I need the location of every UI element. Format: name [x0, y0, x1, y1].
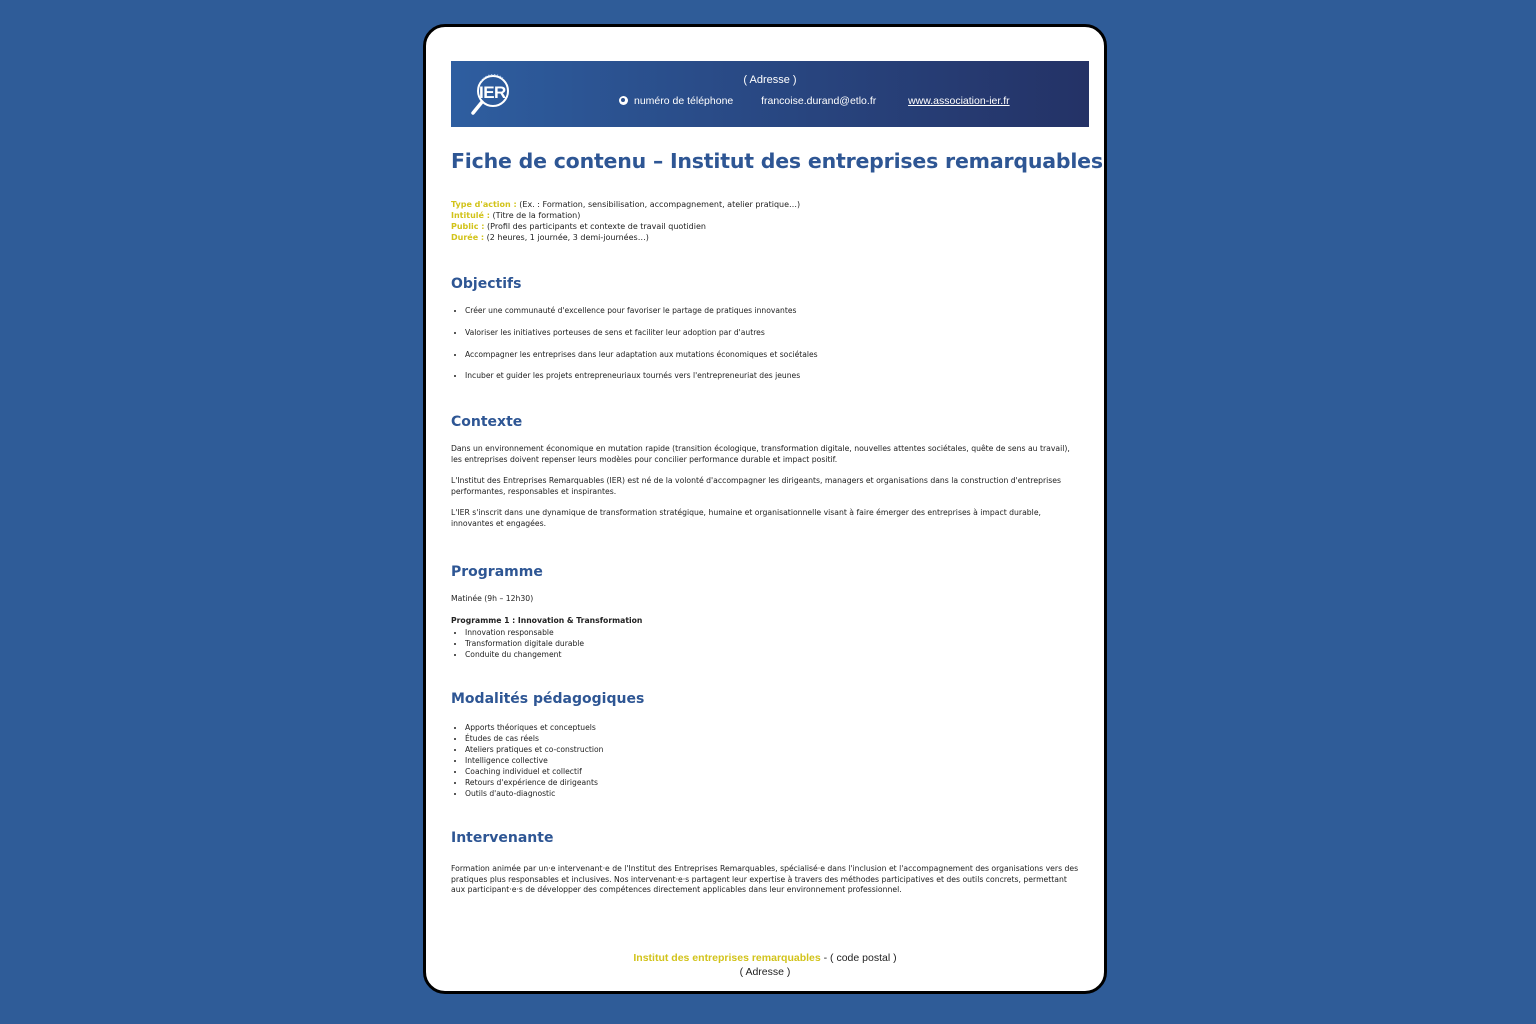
list-item: • Retours d'expérience de dirigeants [465, 777, 1071, 788]
paragraph: L'Institut des Entreprises Remarquables (IER) est né de la volonté d'accompagner les dirigeants, managers et organisations dans la construction d'entreprises performantes, responsables et inspirantes. [451, 476, 1062, 496]
list-item: • Innovation responsable [465, 627, 1071, 638]
footer-address: ( Adresse ) [739, 966, 791, 978]
paragraph: Dans un environnement économique en mutation rapide (transition écologique, transformation digitale, nouvelles attentes sociétales, quête de sens au travail), les entreprises doivent repenser leurs modèles pour concilier performance durable et impact positif. [451, 444, 1070, 464]
footer-postal: - ( code postal ) [820, 952, 897, 964]
contexte-text [451, 444, 1083, 540]
email-link[interactable]: francoise.durand@etlo.fr [761, 95, 877, 107]
paragraph: L'IER s'inscrit dans une dynamique de transformation stratégique, humaine et organisationnelle visant à faire émerger des entreprises à impact durable, innovantes et engagées. [451, 508, 1041, 528]
meta-key: Type d'action : [451, 200, 517, 209]
letterhead-banner [451, 61, 1089, 127]
phone-text: numéro de téléphone [634, 95, 734, 107]
list-item: • Incuber et guider les projets entrepreneuriaux tournés vers l'entrepreneuriat des jeunes [465, 370, 1071, 381]
page-title: Fiche de contenu – Institut des entreprises remarquables [451, 149, 1103, 173]
list-item: • Créer une communauté d'excellence pour favoriser le partage de pratiques innovantes [465, 305, 1071, 316]
footer-line-1 [426, 951, 1104, 965]
list-item: • Outils d'auto-diagnostic [465, 788, 1071, 799]
section-heading-contexte: Contexte [451, 414, 523, 430]
section-heading-modalites: Modalités pédagogiques [451, 691, 645, 707]
meta-key: Intitulé : [451, 211, 490, 220]
meta-public [451, 221, 800, 232]
list-item: • Valoriser les initiatives porteuses de sens et faciliter leur adoption par d'autres [465, 327, 1071, 338]
list-item: • Études de cas réels [465, 733, 1071, 744]
phone-icon [619, 96, 628, 105]
meta-value: (2 heures, 1 journée, 3 demi-journées…) [484, 233, 649, 242]
list-item: • Coaching individuel et collectif [465, 766, 1071, 777]
meta-title [451, 210, 800, 221]
list-item: • Transformation digitale durable [465, 638, 1071, 649]
list-item: • Ateliers pratiques et co-construction [465, 744, 1071, 755]
objectifs-list [451, 305, 1071, 392]
meta-value: (Titre de la formation) [489, 211, 581, 220]
page-footer [426, 951, 1104, 979]
list-item: • Accompagner les entreprises dans leur adaptation aux mutations économiques et sociétales [465, 349, 1071, 360]
section-heading-programme: Programme [451, 564, 543, 580]
meta-value: (Profil des participants et contexte de travail quotidien [484, 222, 706, 231]
phone-entry [619, 95, 733, 107]
website-link[interactable]: www.association-ier.fr [908, 95, 1010, 107]
modalites-list [451, 722, 1071, 799]
list-item: • Intelligence collective [465, 755, 1071, 766]
header-address: ( Adresse ) [743, 74, 797, 86]
programme-subheading: Programme 1 : Innovation & Transformation [451, 616, 643, 625]
list-item: • Conduite du changement [465, 649, 1071, 660]
programme-list [451, 627, 1071, 660]
document-page [423, 24, 1107, 994]
contact-row [619, 95, 1010, 107]
meta-key: Public : [451, 222, 485, 231]
meta-block [451, 199, 800, 243]
programme-session: Matinée (9h – 12h30) [451, 594, 534, 603]
intervenante-text: Formation animée par un·e intervenant·e de l'Institut des Entreprises Remarquables, spécialisé·e dans l'inclusion et l'accompagnement des organisations vers des pratiques plus responsables et inclusives. Nos intervenant·e·s partagent leur expertise à travers des méthodes participatives et des outils concrets, permettant aux participant·e·s de développer des compétences directement applicables dans leur environnement professionnel. [451, 864, 1079, 894]
meta-type [451, 199, 800, 210]
meta-duration [451, 232, 800, 243]
list-item: • Apports théoriques et conceptuels [465, 722, 1071, 733]
section-heading-intervenante: Intervenante [451, 830, 554, 846]
meta-key: Durée : [451, 233, 485, 242]
meta-value: (Ex. : Formation, sensibilisation, accompagnement, atelier pratique…) [516, 200, 801, 209]
footer-brand: Institut des entreprises remarquables [633, 952, 821, 964]
section-heading-objectifs: Objectifs [451, 276, 522, 292]
logo-text: IER [479, 83, 506, 102]
